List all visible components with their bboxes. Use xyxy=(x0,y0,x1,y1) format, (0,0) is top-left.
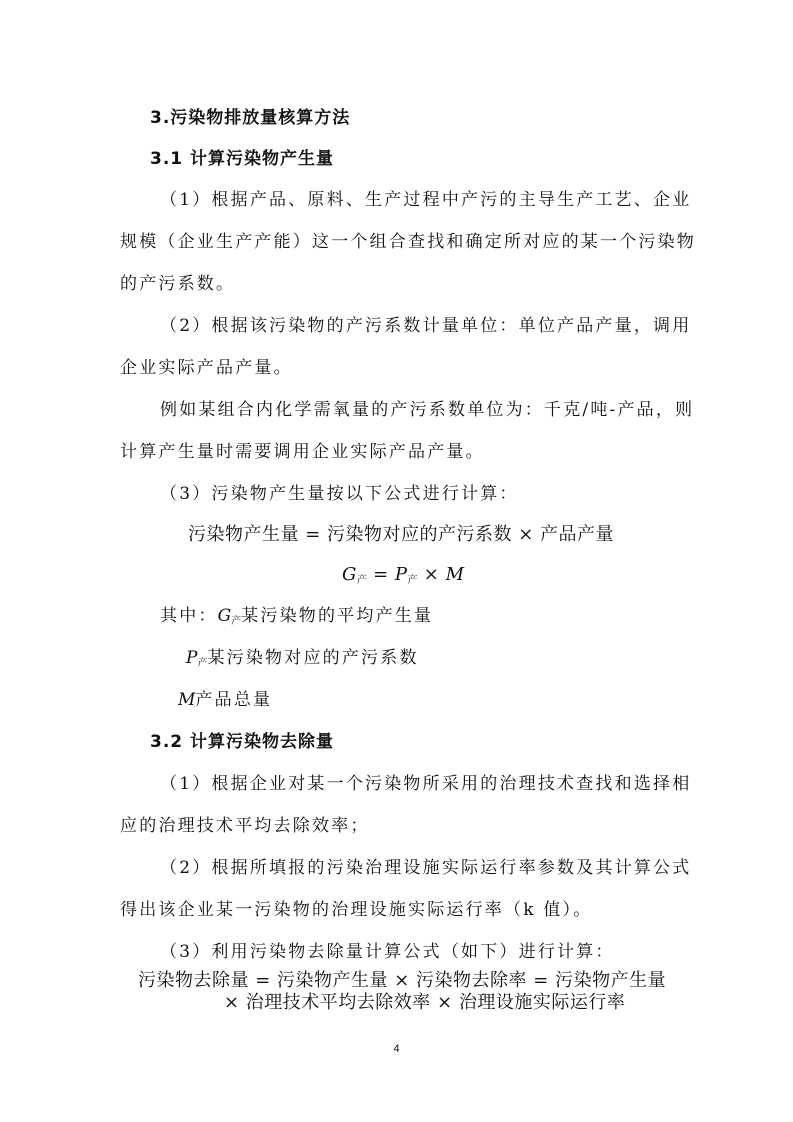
paragraph-line: 规模（企业生产产能）这一个组合查找和确定所对应的某一个污染物 xyxy=(120,232,696,252)
where-m-var: M xyxy=(178,690,196,710)
formula-removal-line1: 污染物去除量 = 污染物产生量 × 污染物去除率 = 污染物产生量 xyxy=(138,970,667,991)
paragraph-line: 应的治理技术平均去除效率； xyxy=(120,816,370,836)
paragraph-line: 得出该企业某一污染物的治理设施实际运行率（k 值）。 xyxy=(120,900,593,920)
paragraph-line: （1）根据企业对某一个污染物所采用的治理技术查找和选择相 xyxy=(160,774,692,794)
formula-sub-p: 产 xyxy=(407,575,418,586)
where-p-line xyxy=(186,646,419,676)
where-m-text: 产品总量 xyxy=(195,690,273,710)
where-g-line xyxy=(160,604,433,634)
formula-var-g: G xyxy=(342,564,357,585)
paragraph-line: （2）根据所填报的污染治理设施实际运行率参数及其计算公式 xyxy=(160,858,692,878)
formula-removal-line2: × 治理技术平均去除效率 × 治理设施实际运行率 xyxy=(224,992,626,1013)
formula-var-p: P xyxy=(394,564,408,585)
where-p-text: 某污染物对应的产污系数 xyxy=(207,648,419,668)
paragraph-line: 例如某组合内化学需氧量的产污系数单位为：千克/吨-产品，则 xyxy=(160,400,695,420)
paragraph-line: 企业实际产品产量。 xyxy=(120,358,293,378)
formula-times: × xyxy=(417,564,446,585)
where-p-var: P xyxy=(186,648,198,668)
where-g-var: G xyxy=(217,606,232,626)
where-g-text: 某污染物的平均产生量 xyxy=(241,606,434,626)
subsection-title-3-2: 3.2 计算污染物去除量 xyxy=(150,732,335,752)
where-p-sub: 产 xyxy=(197,658,208,669)
formula-production: 污染物产生量 = 污染物对应的产污系数 × 产品产量 xyxy=(188,524,615,545)
page-number: 4 xyxy=(393,1043,400,1055)
formula-sub-g: 产 xyxy=(356,575,367,586)
paragraph-line: （2）根据该污染物的产污系数计量单位：单位产品产量，调用 xyxy=(160,316,692,336)
paragraph-line: （1）根据产品、原料、生产过程中产污的主导生产工艺、企业 xyxy=(160,190,692,210)
formula-var-m: M xyxy=(445,564,465,585)
where-prefix: 其中： xyxy=(160,606,218,626)
section-title: 3.污染物排放量核算方法 xyxy=(150,108,351,128)
paragraph-line: 的产污系数。 xyxy=(120,274,236,294)
formula-eq: = xyxy=(366,564,395,585)
where-g-sub: 产 xyxy=(231,616,242,627)
subsection-title-3-1: 3.1 计算污染物产生量 xyxy=(150,149,335,169)
formula-symbolic xyxy=(342,562,465,594)
where-m-line xyxy=(178,688,272,712)
paragraph-line: （3）利用污染物去除量计算公式（如下）进行计算： xyxy=(160,942,615,962)
paragraph-line: （3）污染物产生量按以下公式进行计算： xyxy=(160,484,519,504)
paragraph-line: 计算产生量时需要调用企业实际产品产量。 xyxy=(120,442,485,462)
